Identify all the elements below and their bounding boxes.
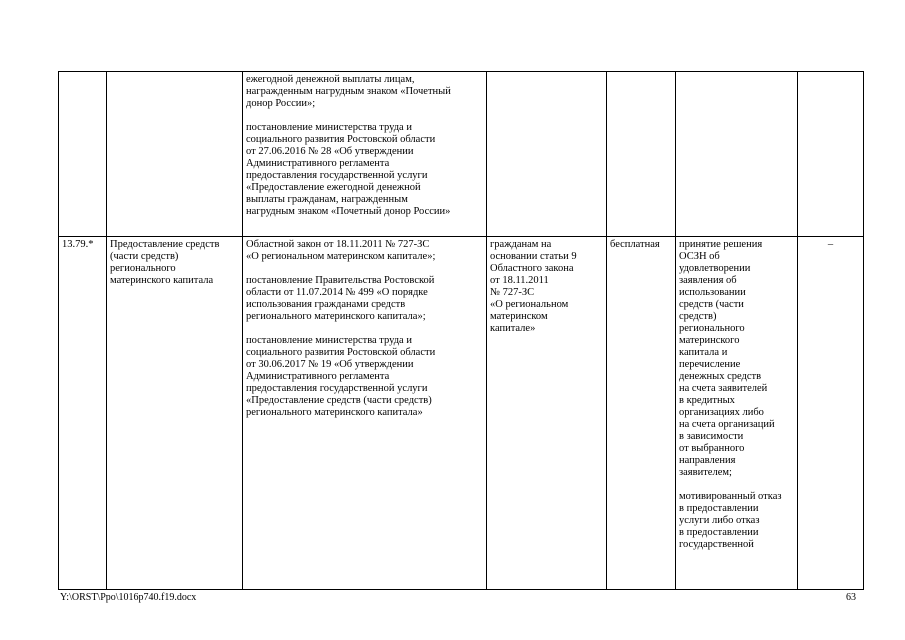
footer-file-path: Y:\ORST\Ppo\1016p740.f19.docx [60,592,197,603]
cell-number [59,72,107,237]
result-paragraph: мотивированный отказ в предоставлении услуги либо отказ в предоставлении государственной [679,491,782,550]
legal-doc-paragraph: ежегодной денежной выплаты лицам, награжденным нагрудным знаком «Почетный донор России»; [246,74,451,109]
footer-page-number: 63 [846,592,856,603]
result-paragraph: принятие решения ОСЗН об удовлетворении заявления об использовании средств (части средств) регионального материнского капитала и перечисление денежных средств на счета заявителей в кредитных организациях либо на счета организаций в зависимости от выбранного направления заявителем; [679,239,775,478]
cell-service-name [107,72,243,237]
cell-extra [798,72,864,237]
cell-payment [607,237,676,590]
cell-payment [607,72,676,237]
table-row [59,237,864,590]
service-name: Предоставление средств (части средств) регионального материнского капитала [110,239,220,286]
legal-doc-paragraph: постановление министерства труда и социального развития Ростовской области от 30.06.2017 № 19 «Об утверждении Административного регламента предоставления государственной услуги «Предоставление средств (части средств) регионального материнского капитала» [246,335,436,418]
cell-service-name [107,237,243,590]
legal-doc-paragraph: постановление министерства труда и социального развития Ростовской области от 27.06.2016 № 28 «Об утверждении Административного регламента предоставления государственной услуги «Предоставление ежегодной денежной выплаты гражданам, награжденным нагрудным знаком «Почетный донор России» [246,122,451,217]
services-table [58,71,864,590]
cell-number [59,237,107,590]
legal-doc-paragraph: постановление Правительства Ростовской области от 11.07.2014 № 499 «О порядке использования гражданами средств регионального материнского капитала»; [246,275,435,322]
cell-result [676,72,798,237]
legal-doc-paragraph: Областной закон от 18.11.2011 № 727-ЗС «О региональном материнском капитале»; [246,239,436,262]
cell-legal-docs [243,237,487,590]
cell-recipients [487,237,607,590]
row-number: 13.79.* [62,239,94,250]
payment-text: бесплатная [610,239,660,250]
cell-extra [798,237,864,590]
recipients-text: гражданам на основании статьи 9 Областного закона от 18.11.2011 № 727-ЗС «О региональном материнском капитале» [490,239,577,334]
cell-legal-docs [243,72,487,237]
table-row [59,72,864,237]
cell-recipients [487,72,607,237]
cell-result [676,237,798,590]
dash-text: – [827,239,834,250]
